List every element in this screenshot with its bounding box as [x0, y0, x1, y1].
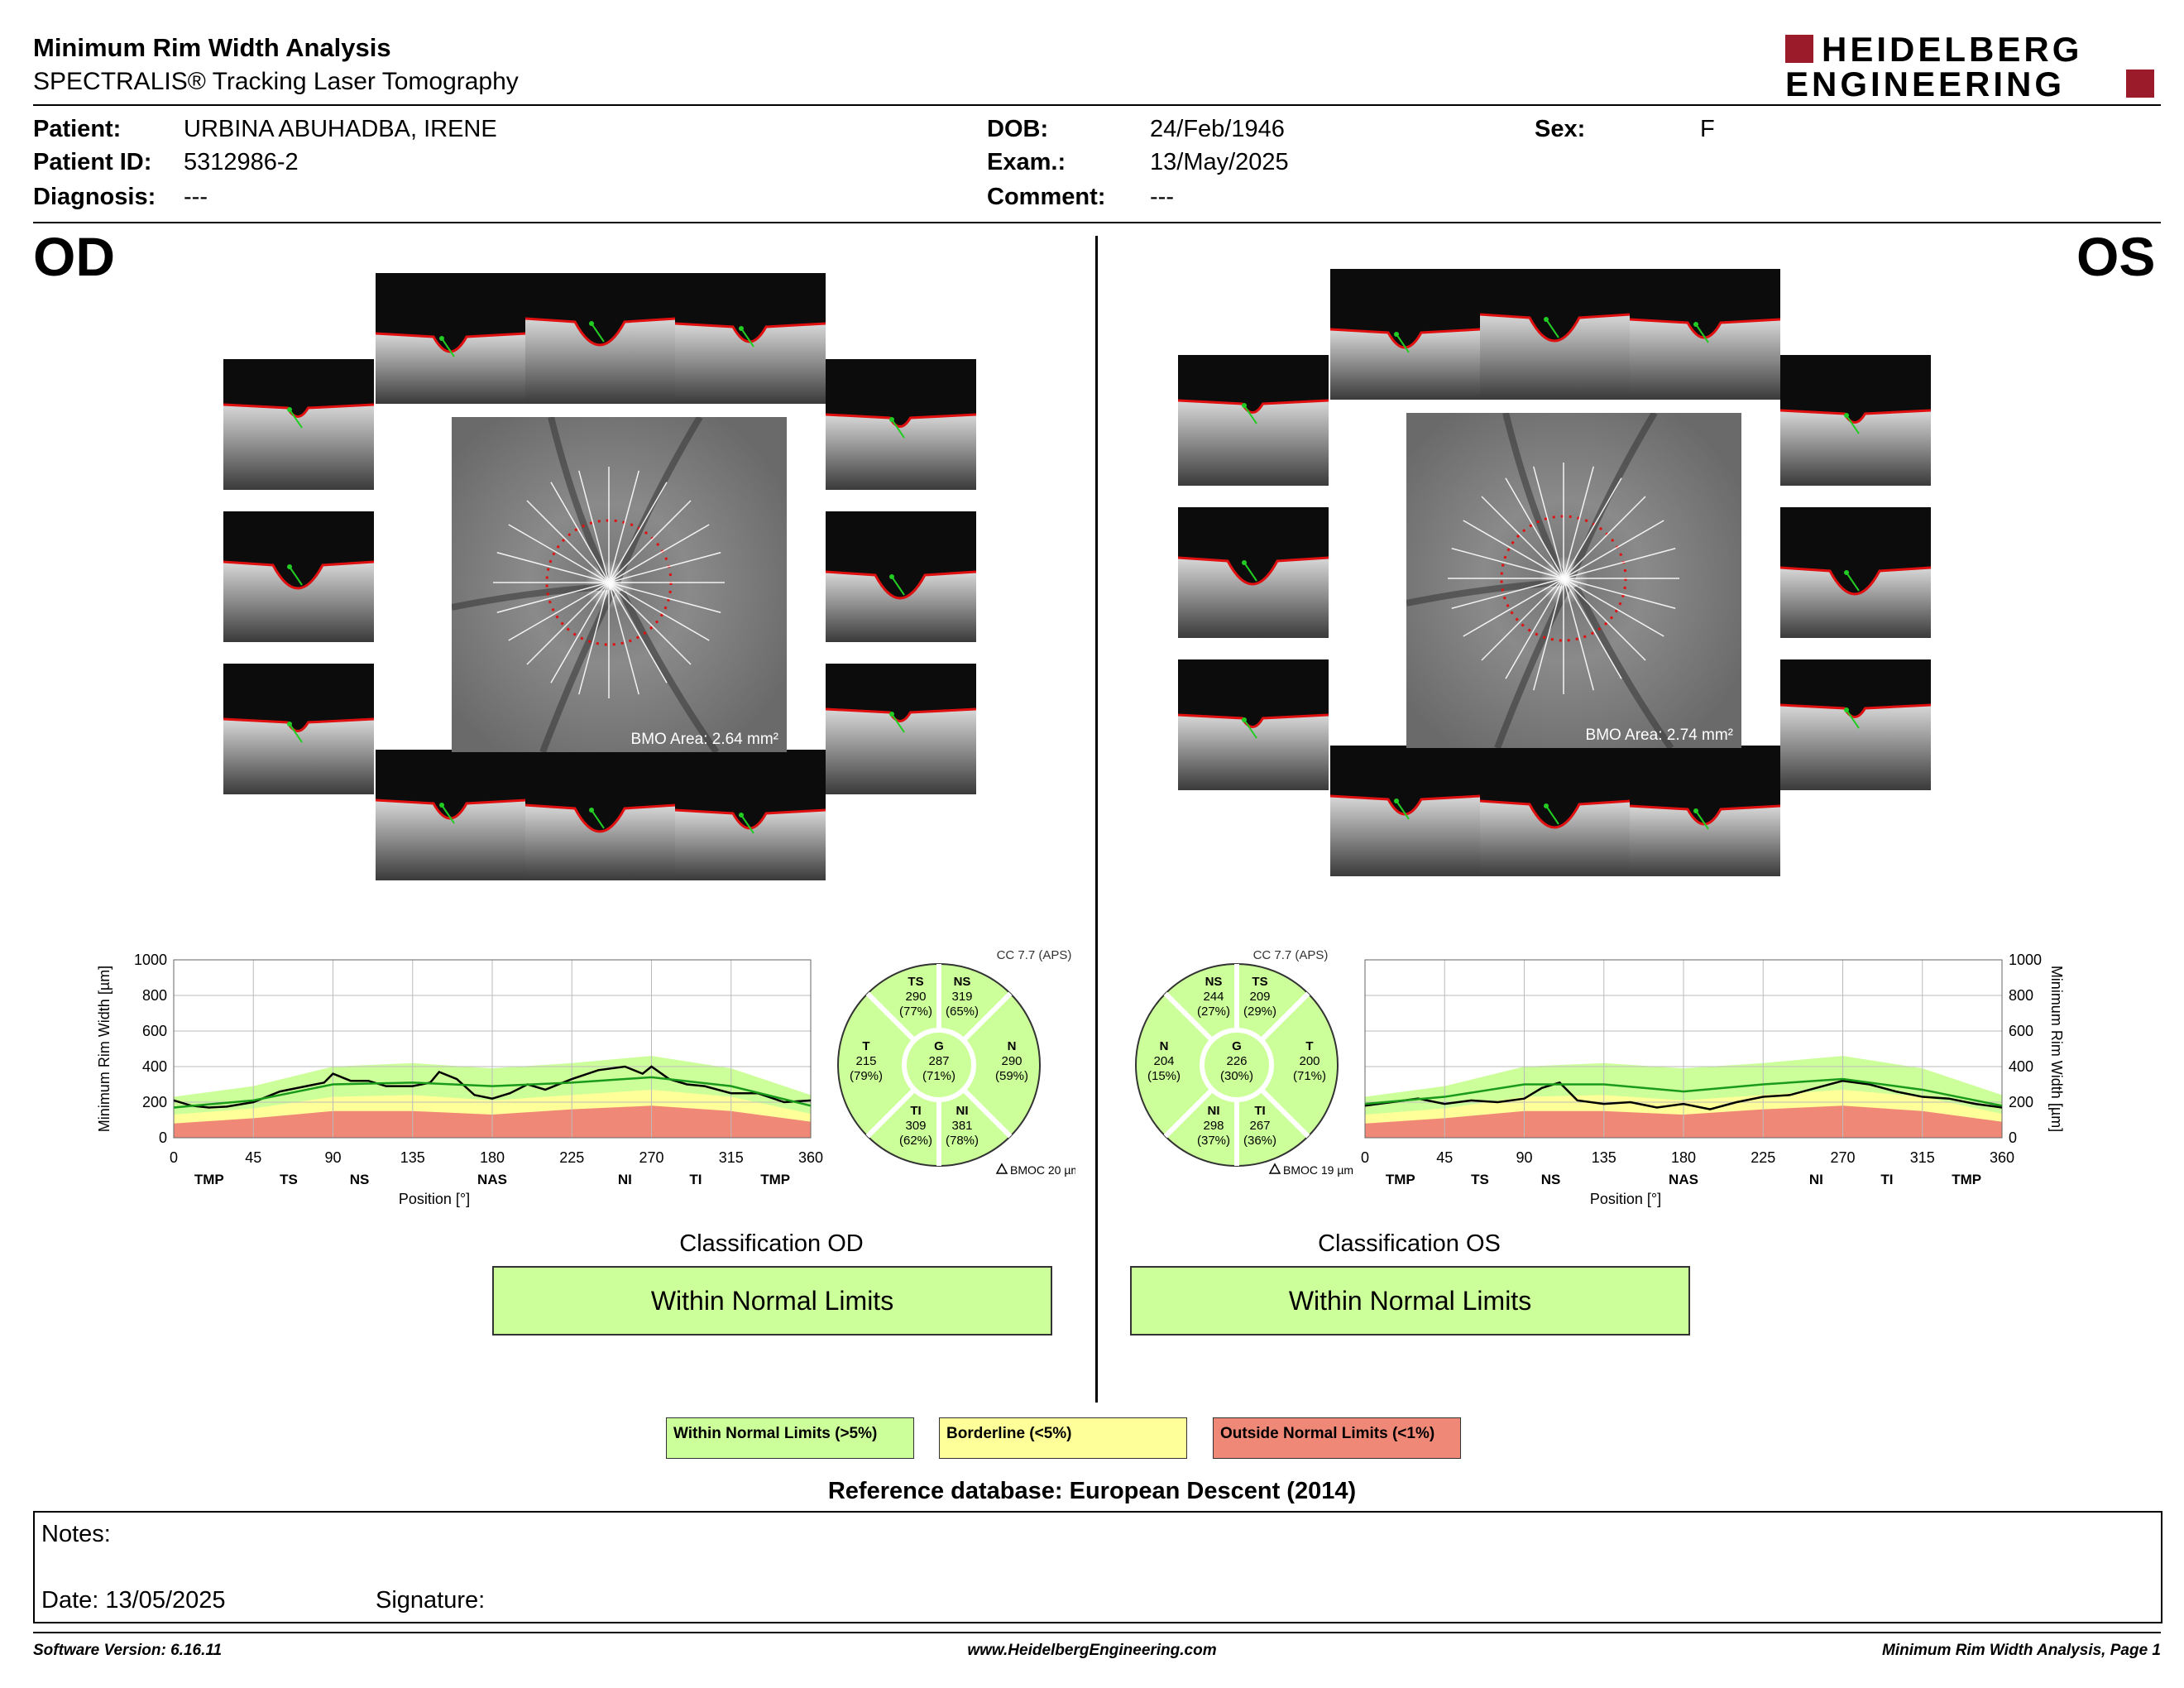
sector-axis-label: NAS — [1669, 1172, 1698, 1187]
sector-value: 290 — [905, 990, 927, 1004]
x-tick-label: 135 — [400, 1149, 425, 1166]
x-tick-label: 90 — [324, 1149, 342, 1166]
sector-percentile: (15%) — [1147, 1069, 1181, 1083]
sector-percentile: (77%) — [898, 1005, 933, 1019]
oct-bscan — [1630, 746, 1780, 876]
os-label: OS — [2076, 226, 2156, 287]
od-scan-panel — [223, 273, 1018, 910]
sector-percentile: (27%) — [1196, 1005, 1231, 1019]
page-info: Minimum Rim Width Analysis, Page 1 — [1882, 1642, 2161, 1659]
x-tick-label: 45 — [1436, 1149, 1454, 1166]
website-link[interactable]: www.HeidelbergEngineering.com — [967, 1642, 1217, 1659]
oct-bscan — [826, 359, 976, 490]
os-classification-title: Classification OS — [1318, 1230, 1501, 1257]
oct-bscan — [376, 750, 526, 880]
oct-bscan — [1178, 659, 1329, 790]
x-tick-label: 225 — [559, 1149, 585, 1166]
sector-percentile: (65%) — [945, 1005, 979, 1019]
sector-percentile: (36%) — [1243, 1134, 1277, 1148]
sector-percentile: (71%) — [922, 1069, 956, 1083]
legend-within: Within Normal Limits (>5%) — [666, 1417, 914, 1459]
sector-name: TI — [910, 1104, 922, 1118]
sector-axis-label: NAS — [477, 1172, 507, 1187]
oct-bscan — [1330, 269, 1481, 400]
od-classification: Within Normal Limits — [492, 1266, 1052, 1336]
x-axis-title: Position [°] — [1589, 1191, 1662, 1207]
x-tick-label: 360 — [797, 1149, 824, 1166]
logo-line2: ENGINEERING — [1785, 65, 2066, 103]
y-tick-label: 800 — [141, 987, 167, 1004]
sector-percentile: (79%) — [849, 1069, 884, 1083]
bmoc-label: BMOC 20 µm — [1010, 1163, 1075, 1177]
od-mrw-chart — [91, 952, 836, 1225]
reference-database: Reference database: European Descent (2014) — [827, 1478, 1357, 1504]
diagnosis: --- — [184, 184, 208, 210]
oct-bscan — [675, 750, 826, 880]
patient-id-label: Patient ID: — [33, 149, 152, 175]
sector-axis-label: NS — [349, 1172, 370, 1187]
oct-bscan — [525, 273, 676, 404]
x-tick-label: 90 — [1516, 1149, 1533, 1166]
x-tick-label: 270 — [1830, 1149, 1856, 1166]
oct-bscan — [1630, 269, 1780, 400]
x-axis-title: Position [°] — [398, 1191, 471, 1207]
y-tick-label: 0 — [158, 1129, 167, 1146]
od-classification-title: Classification OD — [679, 1230, 864, 1257]
sector-name: N — [1007, 1039, 1017, 1053]
x-tick-label: 45 — [245, 1149, 262, 1166]
sector-percentile: (71%) — [1292, 1069, 1327, 1083]
sector-value: 204 — [1153, 1054, 1175, 1068]
sector-value: 319 — [951, 990, 973, 1004]
x-tick-label: 0 — [1360, 1149, 1370, 1166]
oct-bscan — [1178, 507, 1329, 638]
sector-name: TS — [908, 975, 924, 989]
os-scan-panel — [1178, 269, 1972, 910]
y-tick-label: 0 — [2009, 1129, 2018, 1146]
notes-label: Notes: — [41, 1521, 111, 1547]
sector-percentile: (59%) — [994, 1069, 1029, 1083]
x-tick-label: 225 — [1751, 1149, 1776, 1166]
oct-bscan — [223, 359, 374, 490]
fundus-image — [452, 417, 787, 752]
oct-bscan — [1780, 507, 1931, 638]
delta-icon — [1270, 1164, 1280, 1173]
sector-value: 309 — [905, 1119, 927, 1133]
y-tick-label: 600 — [141, 1023, 167, 1039]
y-axis-title: Minimum Rim Width [µm] — [96, 965, 113, 1133]
sector-name: T — [862, 1039, 870, 1053]
fundus-image — [1406, 413, 1741, 748]
sector-value: 267 — [1249, 1119, 1271, 1133]
report-subtitle: SPECTRALIS® Tracking Laser Tomography — [33, 68, 519, 95]
bmoc-label: BMOC 19 µm — [1283, 1163, 1354, 1177]
sector-name: G — [934, 1039, 944, 1053]
y-tick-label: 200 — [2009, 1094, 2034, 1110]
oct-bscan — [675, 273, 826, 404]
patient-id: 5312986-2 — [184, 149, 299, 175]
oct-bscan — [223, 664, 374, 794]
sector-percentile: (78%) — [945, 1134, 979, 1148]
oct-bscan — [1780, 659, 1931, 790]
od-label: OD — [33, 226, 115, 287]
sector-percentile: (62%) — [898, 1134, 933, 1148]
y-tick-label: 200 — [141, 1094, 167, 1110]
x-tick-label: 315 — [718, 1149, 744, 1166]
oct-bscan — [1480, 746, 1631, 876]
od-sector-diagram — [836, 947, 1075, 1183]
sector-axis-label: NI — [617, 1172, 632, 1187]
y-tick-label: 1000 — [133, 952, 167, 968]
legend-outside: Outside Normal Limits (<1%) — [1213, 1417, 1461, 1459]
os-classification: Within Normal Limits — [1130, 1266, 1690, 1336]
sex-label: Sex: — [1535, 116, 1586, 142]
y-tick-label: 400 — [2009, 1058, 2034, 1075]
sector-axis-label: TMP — [1385, 1172, 1415, 1187]
sector-name: T — [1305, 1039, 1314, 1053]
oct-bscan — [1480, 269, 1631, 400]
exam-label: Exam.: — [987, 149, 1066, 175]
os-sector-diagram — [1133, 947, 1373, 1183]
dob: 24/Feb/1946 — [1150, 116, 1285, 142]
y-tick-label: 1000 — [2009, 952, 2043, 968]
patient-label: Patient: — [33, 116, 122, 142]
bmo-area-label: BMO Area: 2.64 mm² — [630, 731, 778, 748]
bmo-area-label: BMO Area: 2.74 mm² — [1585, 727, 1733, 744]
oct-bscan — [525, 750, 676, 880]
legend-borderline: Borderline (<5%) — [939, 1417, 1187, 1459]
sector-axis-label: TS — [1471, 1172, 1489, 1187]
sector-percentile: (37%) — [1196, 1134, 1231, 1148]
sector-axis-label: TI — [689, 1172, 702, 1187]
x-tick-label: 180 — [1670, 1149, 1697, 1166]
sex: F — [1700, 116, 1715, 142]
dob-label: DOB: — [987, 116, 1049, 142]
diagnosis-label: Diagnosis: — [33, 184, 156, 210]
x-tick-label: 360 — [1989, 1149, 2015, 1166]
oct-bscan — [826, 664, 976, 794]
heidelberg-logo — [1779, 31, 2159, 103]
sector-axis-label: TMP — [194, 1172, 224, 1187]
oct-bscan — [376, 273, 526, 404]
sector-name: TS — [1252, 975, 1268, 989]
oct-bscan — [1330, 746, 1481, 876]
comment: --- — [1150, 184, 1174, 210]
sector-name: NS — [953, 975, 971, 989]
y-tick-label: 800 — [2009, 987, 2034, 1004]
oct-bscan — [1178, 355, 1329, 486]
sector-value: 200 — [1299, 1054, 1320, 1068]
software-version: Software Version: 6.16.11 — [33, 1642, 223, 1659]
x-tick-label: 180 — [479, 1149, 505, 1166]
sector-axis-label: TMP — [760, 1172, 791, 1187]
y-tick-label: 600 — [2009, 1023, 2034, 1039]
sector-name: G — [1232, 1039, 1242, 1053]
sector-axis-label: TI — [1880, 1172, 1894, 1187]
oct-bscan — [826, 511, 976, 642]
notes-box[interactable] — [33, 1511, 2162, 1623]
sector-percentile: (30%) — [1219, 1069, 1254, 1083]
y-tick-label: 400 — [141, 1058, 167, 1075]
sector-value: 226 — [1226, 1054, 1248, 1068]
sector-value: 287 — [928, 1054, 950, 1068]
cc-label: CC 7.7 (APS) — [996, 948, 1072, 962]
sector-value: 298 — [1203, 1119, 1224, 1133]
sector-value: 290 — [1001, 1054, 1023, 1068]
comment-label: Comment: — [987, 184, 1106, 210]
exam-date: 13/May/2025 — [1150, 149, 1289, 175]
sector-value: 381 — [951, 1119, 973, 1133]
x-tick-label: 270 — [639, 1149, 664, 1166]
sector-name: NI — [1207, 1104, 1220, 1118]
cc-label: CC 7.7 (APS) — [1252, 948, 1329, 962]
y-axis-title: Minimum Rim Width [µm] — [2048, 965, 2065, 1133]
signature-label: Signature: — [376, 1587, 486, 1614]
sector-name: N — [1159, 1039, 1169, 1053]
report-title: Minimum Rim Width Analysis — [33, 33, 391, 62]
os-mrw-chart — [1357, 952, 2101, 1225]
delta-icon — [997, 1164, 1007, 1173]
logo-line1: HEIDELBERG — [1822, 30, 2083, 69]
patient-name: URBINA ABUHADBA, IRENE — [184, 116, 497, 142]
oct-bscan — [1780, 355, 1931, 486]
sector-value: 215 — [855, 1054, 877, 1068]
sector-value: 244 — [1203, 990, 1224, 1004]
sector-name: TI — [1254, 1104, 1266, 1118]
sector-axis-label: NS — [1540, 1172, 1561, 1187]
x-tick-label: 0 — [169, 1149, 179, 1166]
sector-axis-label: TMP — [1952, 1172, 1982, 1187]
oct-bscan — [223, 511, 374, 642]
sector-axis-label: TS — [280, 1172, 298, 1187]
x-tick-label: 135 — [1591, 1149, 1616, 1166]
date-label: Date: 13/05/2025 — [41, 1587, 226, 1614]
sector-name: NS — [1205, 975, 1223, 989]
sector-axis-label: NI — [1808, 1172, 1823, 1187]
x-tick-label: 315 — [1909, 1149, 1935, 1166]
sector-name: NI — [956, 1104, 969, 1118]
sector-percentile: (29%) — [1243, 1005, 1277, 1019]
sector-value: 209 — [1249, 990, 1271, 1004]
